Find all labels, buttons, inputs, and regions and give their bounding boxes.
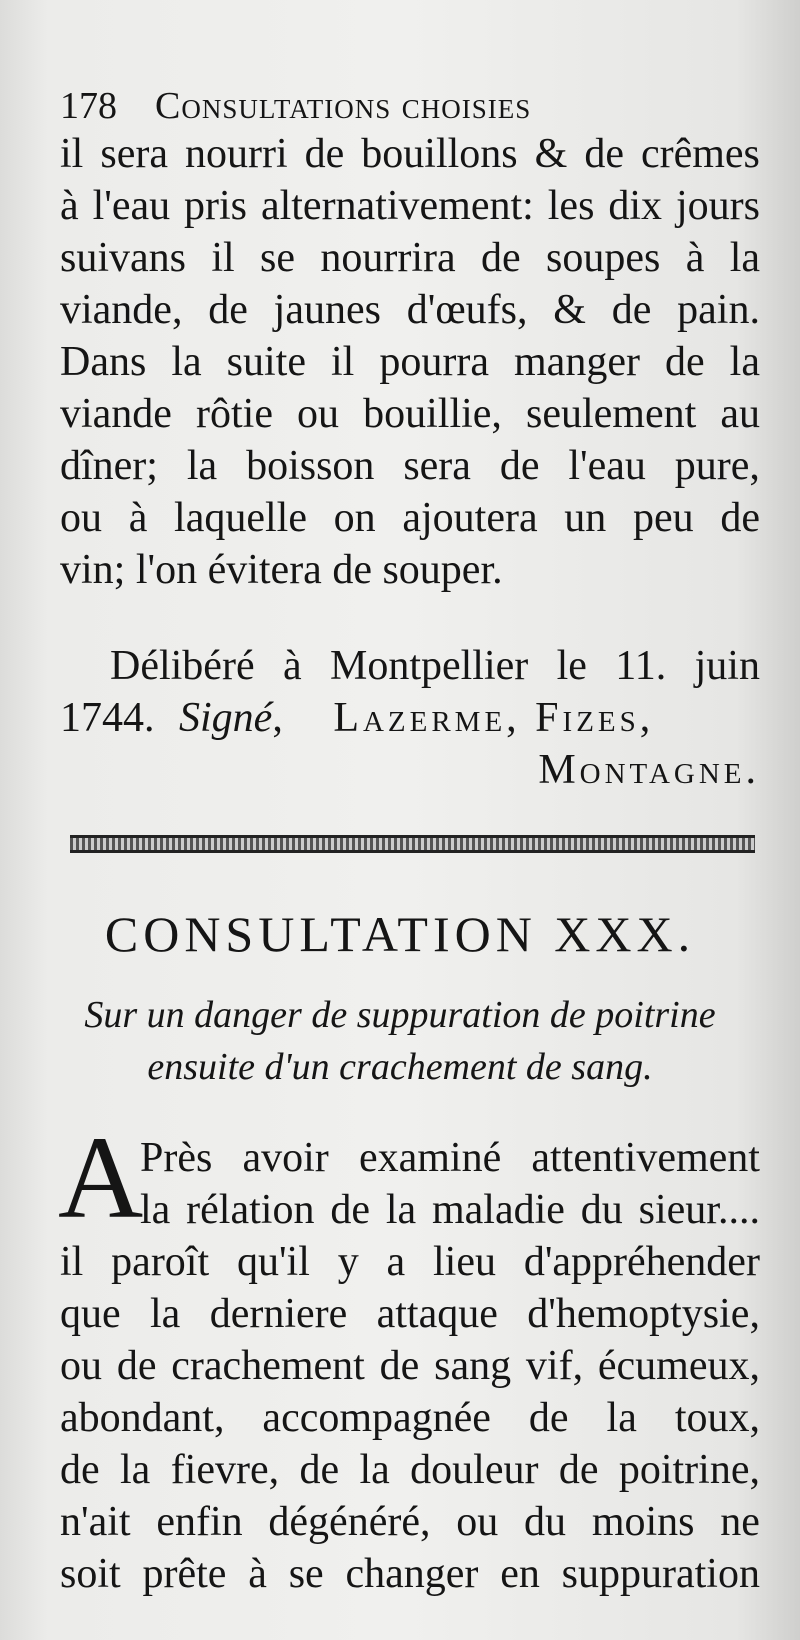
word: rélation: [186, 1187, 315, 1233]
drop-cap: A: [58, 1112, 144, 1243]
text-line: [140, 1132, 760, 1184]
text-line: [60, 1548, 760, 1600]
word: attentivement: [531, 1135, 760, 1181]
ornamental-rule: [70, 835, 755, 853]
word: la: [186, 443, 218, 489]
word: de: [330, 1187, 370, 1233]
word: d'hemoptysie,: [527, 1291, 760, 1337]
word: l'eau: [568, 443, 646, 489]
page-number: 178: [60, 85, 117, 127]
word: de: [558, 1447, 599, 1493]
word: suivans: [60, 235, 186, 281]
word: jaunes: [273, 287, 381, 333]
word: manger: [514, 339, 640, 385]
word: pourra: [379, 339, 489, 385]
word: n'ait: [60, 1499, 131, 1545]
text-line: [60, 1288, 760, 1340]
word: enfin: [156, 1499, 243, 1545]
word: de: [60, 1447, 100, 1493]
signature-line: 1744. Signé, Lazerme, Fizes,: [60, 695, 655, 741]
word: ajoutera: [402, 495, 538, 541]
word: de: [481, 235, 521, 281]
word: de: [379, 1343, 420, 1389]
word: moins: [591, 1499, 695, 1545]
word: la: [140, 1187, 171, 1233]
word: pris: [184, 183, 248, 229]
word: l'eau: [92, 183, 171, 229]
text-line: [60, 232, 760, 284]
word: de: [611, 287, 652, 333]
word: à: [60, 183, 79, 229]
word: soupes: [546, 235, 661, 281]
word: seulement: [526, 391, 697, 437]
word: alternativement:: [260, 183, 534, 229]
text-line: [60, 1340, 760, 1392]
word: la: [729, 339, 760, 385]
signatory-last: Montagne.: [538, 747, 760, 793]
word: toux,: [674, 1395, 760, 1441]
word: vif,: [525, 1343, 584, 1389]
word: abondant,: [60, 1395, 225, 1441]
word: dix: [608, 183, 663, 229]
word: la: [606, 1395, 637, 1441]
signed-label: Signé: [179, 695, 273, 741]
word: crachement: [171, 1343, 365, 1389]
running-head: [60, 82, 680, 130]
text-line: [60, 388, 760, 440]
word: au: [720, 391, 760, 437]
word: attaque: [376, 1291, 498, 1337]
word: sera: [403, 443, 471, 489]
word: du: [580, 1187, 623, 1233]
word: crêmes: [640, 131, 760, 177]
word: de: [299, 1447, 340, 1493]
text-line: [60, 128, 760, 180]
word: changer: [345, 1551, 479, 1597]
word: se: [288, 1551, 324, 1597]
word: bouillons: [361, 131, 518, 177]
word: sieur....: [638, 1187, 760, 1233]
word: la: [150, 1291, 181, 1337]
text-line: [60, 1496, 760, 1548]
signature-year: 1744.: [60, 695, 155, 741]
word: de: [720, 495, 760, 541]
word: peu: [632, 495, 694, 541]
word: Dans: [60, 339, 147, 385]
chapter-heading: CONSULTATION XXX.: [104, 906, 696, 962]
word: de: [208, 287, 248, 333]
word: bouillie,: [363, 391, 502, 437]
signatory-names: Lazerme, Fizes,: [333, 695, 655, 741]
word: sang: [434, 1343, 512, 1389]
word: à: [248, 1551, 267, 1597]
text-line: vin; l'on évitera de souper.: [60, 547, 503, 593]
word: accompagnée: [262, 1395, 491, 1441]
word: Délibéré: [110, 643, 255, 689]
word: le: [556, 643, 587, 689]
word: sera: [100, 131, 168, 177]
word: les: [547, 183, 595, 229]
word: la: [729, 235, 760, 281]
word: de: [584, 131, 624, 177]
text-line: [60, 336, 760, 388]
chapter-subtitle: ensuite d'un crachement de sang.: [147, 1046, 653, 1088]
word: que: [60, 1291, 121, 1337]
word: la: [385, 1187, 417, 1233]
word: à: [128, 495, 148, 541]
text-line: [140, 1184, 760, 1236]
word: boisson: [246, 443, 375, 489]
chapter-subtitle: Sur un danger de suppuration de poitrine: [84, 994, 716, 1036]
word: juin: [694, 643, 760, 689]
text-line: [60, 440, 760, 492]
word: il: [331, 339, 355, 385]
word: 11.: [615, 643, 667, 689]
word: douleur: [410, 1447, 539, 1493]
text-line: [60, 180, 760, 232]
word: de: [116, 1343, 157, 1389]
text-line: [60, 492, 760, 544]
word: qu'il: [236, 1239, 310, 1285]
word: laquelle: [174, 495, 307, 541]
word: la: [171, 339, 202, 385]
word: ou: [297, 391, 340, 437]
word: en: [500, 1551, 540, 1597]
word: examiné: [358, 1135, 502, 1181]
word: Près: [140, 1135, 213, 1181]
word: prête: [142, 1551, 227, 1597]
word: ne: [720, 1499, 760, 1545]
word: pure,: [674, 443, 760, 489]
word: avoir: [242, 1135, 329, 1181]
word: nourri: [184, 131, 288, 177]
word: &: [534, 131, 568, 177]
word: on: [333, 495, 376, 541]
word: &: [553, 287, 586, 333]
word: derniere: [209, 1291, 348, 1337]
word: fievre,: [170, 1447, 280, 1493]
word: il: [60, 131, 84, 177]
word: Montpellier: [329, 643, 529, 689]
word: de: [664, 339, 705, 385]
text-line: [60, 1236, 760, 1288]
word: d'œufs,: [406, 287, 528, 333]
word: du: [524, 1499, 567, 1545]
word: viande: [60, 391, 172, 437]
word: nourrira: [320, 235, 456, 281]
word: y: [337, 1239, 359, 1285]
word: écumeux,: [597, 1343, 760, 1389]
word: paroît: [111, 1239, 210, 1285]
text-line: [60, 284, 760, 336]
word: a: [386, 1239, 406, 1285]
word: pain.: [677, 287, 760, 333]
word: d'appréhender: [523, 1239, 760, 1285]
word: un: [564, 495, 607, 541]
word: il: [60, 1239, 84, 1285]
word: maladie: [432, 1187, 565, 1233]
word: viande,: [60, 287, 183, 333]
word: suppuration: [561, 1551, 760, 1597]
word: ou: [60, 495, 102, 541]
word: de: [499, 443, 540, 489]
word: se: [260, 235, 296, 281]
word: rôtie: [196, 391, 273, 437]
word: la: [120, 1447, 151, 1493]
text-line: [60, 1392, 760, 1444]
word: lieu: [433, 1239, 496, 1285]
word: dégénéré,: [268, 1499, 431, 1545]
word: de: [304, 131, 345, 177]
word: dîner;: [60, 443, 158, 489]
word: suite: [226, 339, 306, 385]
word: ou: [456, 1499, 499, 1545]
word: il: [211, 235, 235, 281]
word: poitrine,: [618, 1447, 760, 1493]
running-title: Consultations choisies: [155, 85, 532, 127]
word: ou: [60, 1343, 102, 1389]
text-line: [60, 1444, 760, 1496]
word: de: [528, 1395, 569, 1441]
word: jours: [675, 183, 760, 229]
word: soit: [60, 1551, 121, 1597]
word: à: [685, 235, 705, 281]
word: la: [359, 1447, 390, 1493]
deliberation-line: [110, 640, 760, 692]
word: à: [282, 643, 302, 689]
